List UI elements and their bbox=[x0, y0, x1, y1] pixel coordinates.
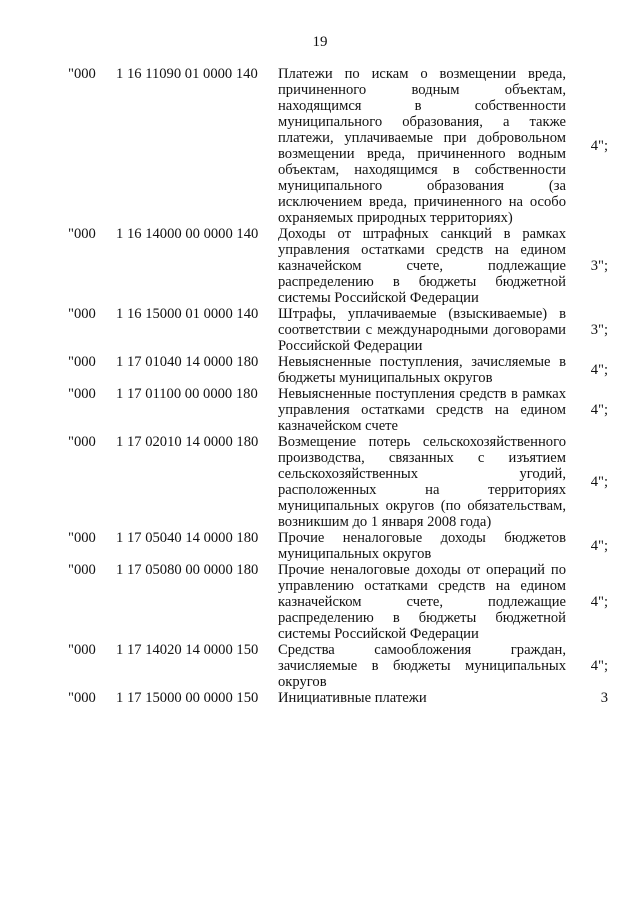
standard-value: 4"; bbox=[590, 362, 608, 378]
income-description: Доходы от штрафных санкций в рамках управления остатками средств на едином казначейском счете, подлежащие распределению в бюджеты бюджетной системы Российской Федерации bbox=[278, 226, 566, 306]
table-row bbox=[68, 434, 608, 530]
admin-code: "000 bbox=[68, 562, 96, 578]
table-row bbox=[68, 226, 608, 306]
table-row bbox=[68, 562, 608, 642]
standard-value: 4"; bbox=[590, 402, 608, 418]
income-description: Прочие неналоговые доходы от операций по управлению остатками средств на едином казначейском счете, подлежащие распределению в бюджеты бюджетной системы Российской Федерации bbox=[278, 562, 566, 642]
budget-classification-code: 1 17 14020 14 0000 150 bbox=[116, 642, 259, 658]
standard-value: 4"; bbox=[590, 474, 608, 490]
standard-value: 4"; bbox=[590, 658, 608, 674]
table-row bbox=[68, 690, 608, 706]
admin-code: "000 bbox=[68, 530, 96, 546]
standard-value: 4"; bbox=[590, 138, 608, 154]
income-description: Платежи по искам о возмещении вреда, причиненного водным объектам, находящимся в собственности муниципального образования, а также платежи, уплачиваемые при добровольном возмещении вреда, причиненного водным объектам, находящимся в собственности муниципального образования (за исключением вреда, причиненного на особо охраняемых природных территориях) bbox=[278, 66, 566, 226]
admin-code: "000 bbox=[68, 690, 96, 706]
income-description: Прочие неналоговые доходы бюджетов муниципальных округов bbox=[278, 530, 566, 562]
table-row bbox=[68, 530, 608, 562]
standard-value: 4"; bbox=[590, 538, 608, 554]
budget-classification-code: 1 16 15000 01 0000 140 bbox=[116, 306, 259, 322]
table-row bbox=[68, 66, 608, 226]
income-description: Штрафы, уплачиваемые (взыскиваемые) в соответствии с международными договорами Российской Федерации bbox=[278, 306, 566, 354]
income-codes-table bbox=[68, 66, 608, 706]
budget-classification-code: 1 16 14000 00 0000 140 bbox=[116, 226, 259, 242]
admin-code: "000 bbox=[68, 642, 96, 658]
income-description: Инициативные платежи bbox=[278, 690, 427, 706]
budget-classification-code: 1 17 05040 14 0000 180 bbox=[116, 530, 259, 546]
admin-code: "000 bbox=[68, 226, 96, 242]
budget-classification-code: 1 17 05080 00 0000 180 bbox=[116, 562, 259, 578]
budget-classification-code: 1 17 02010 14 0000 180 bbox=[116, 434, 259, 450]
standard-value: 3"; bbox=[590, 322, 608, 338]
table-row bbox=[68, 354, 608, 386]
income-description: Невыясненные поступления средств в рамках управления остатками средств на едином казначейском счете bbox=[278, 386, 566, 434]
admin-code: "000 bbox=[68, 306, 96, 322]
standard-value: 3 bbox=[600, 690, 608, 706]
admin-code: "000 bbox=[68, 66, 96, 82]
income-description: Невыясненные поступления, зачисляемые в бюджеты муниципальных округов bbox=[278, 354, 566, 386]
admin-code: "000 bbox=[68, 434, 96, 450]
budget-classification-code: 1 16 11090 01 0000 140 bbox=[116, 66, 258, 82]
income-description: Возмещение потерь сельскохозяйственного производства, связанных с изъятием сельскохозяйственных угодий, расположенных на территориях муниципальных округов (по обязательствам, возникшим до 1 января 2008 года) bbox=[278, 434, 566, 530]
budget-classification-code: 1 17 01100 00 0000 180 bbox=[116, 386, 258, 402]
budget-classification-code: 1 17 01040 14 0000 180 bbox=[116, 354, 259, 370]
standard-value: 4"; bbox=[590, 594, 608, 610]
income-description: Средства самообложения граждан, зачисляемые в бюджеты муниципальных округов bbox=[278, 642, 566, 690]
admin-code: "000 bbox=[68, 354, 96, 370]
admin-code: "000 bbox=[68, 386, 96, 402]
budget-classification-code: 1 17 15000 00 0000 150 bbox=[116, 690, 259, 706]
page-number: 19 bbox=[312, 34, 328, 50]
standard-value: 3"; bbox=[590, 258, 608, 274]
table-row bbox=[68, 306, 608, 354]
table-row bbox=[68, 642, 608, 690]
table-row bbox=[68, 386, 608, 434]
